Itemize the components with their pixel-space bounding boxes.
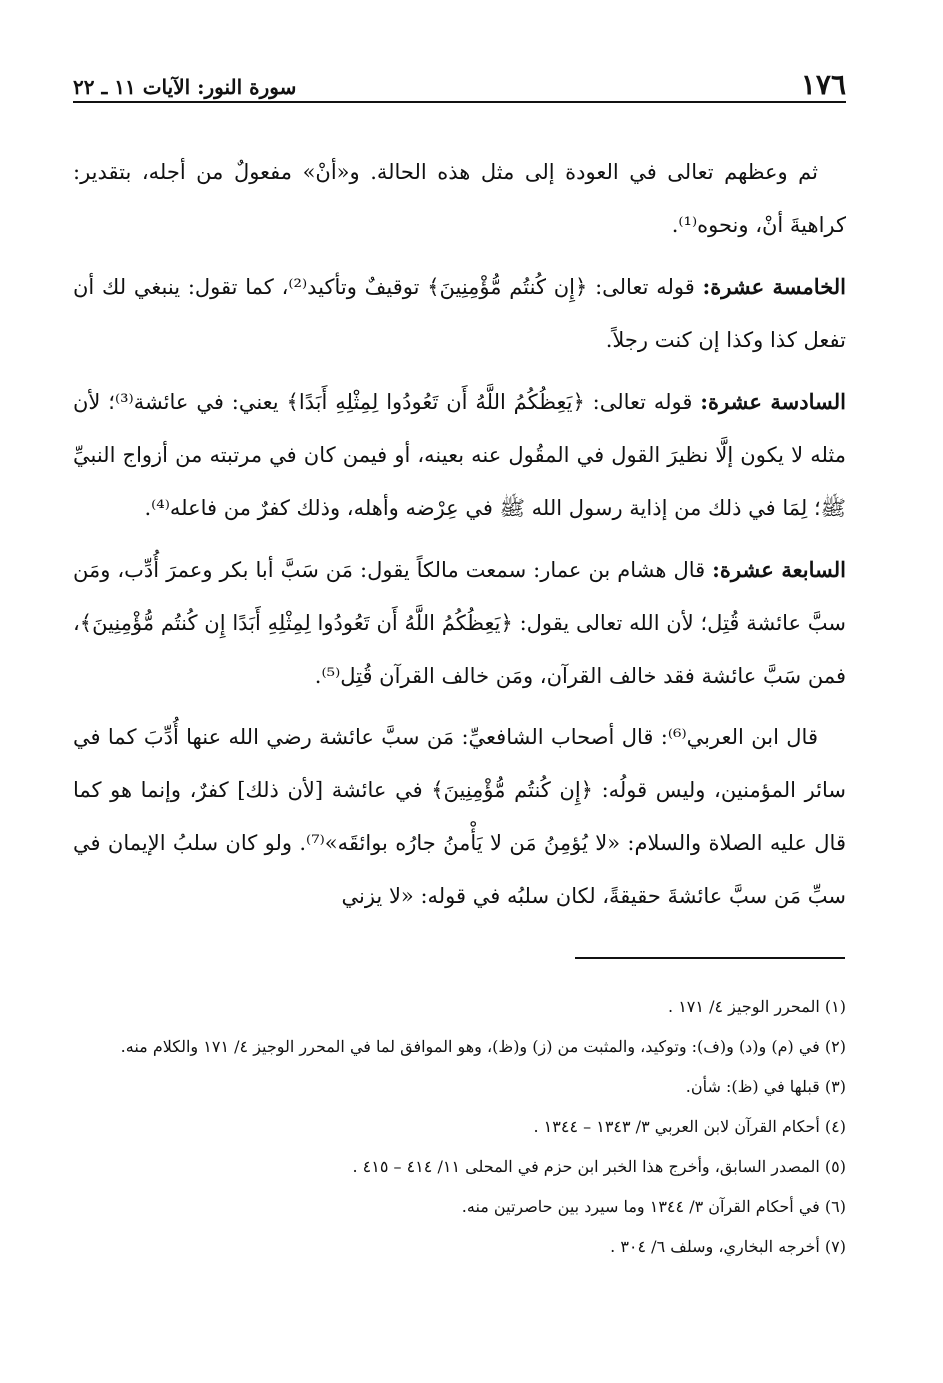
- footnote-7: (٧) أخرجه البخاري، وسلف ٦/ ٣٠٤ .: [610, 1237, 846, 1256]
- main-text: [73, 146, 846, 931]
- paragraph-1: ثم وعظهم تعالى في العودة إلى مثل هذه الحالة. و«أنْ» مفعولٌ من أجله، بتقدير: كراهيةَ أنْ، ونحوه⁽¹⁾.: [73, 160, 846, 237]
- footnote-1: (١) المحرر الوجيز ٤/ ١٧١ .: [668, 997, 846, 1016]
- paragraph-5: قال ابن العربي⁽⁶⁾: قال أصحاب الشافعيِّ: مَن سبَّ عائشة رضي الله عنها أُدِّبَ كما في سائر المؤمنين، وليس قولُه: ﴿إِن كُنتُم مُّؤْمِنِينَ﴾ في عائشة [لأن ذلك] كفرٌ، وإنما هو كما قال عليه الصلاة والسلام: «لا يُؤمِنُ مَن لا يَأْمنُ جارُه بوائقَه»⁽⁷⁾. ولو كان سلبُ الإيمان في سبِّ مَن سبَّ عائشةَ حقيقةً، لكان سلبُه في قوله: «لا يزني: [73, 725, 846, 908]
- page-header: [73, 66, 846, 100]
- page-number: ١٧٦: [800, 68, 846, 101]
- footnote-4: (٤) أحكام القرآن لابن العربي ٣/ ١٣٤٣ – ١٣٤٤ .: [533, 1117, 846, 1136]
- paragraph-4-text: قال هشام بن عمار: سمعت مالكاً يقول: مَن سَبَّ أبا بكر وعمرَ أُدِّب، ومَن سبَّ عائشة قُتِل؛ لأن الله تعالى يقول: ﴿يَعِظُكُمُ اللَّهُ أَن تَعُودُوا لِمِثْلِهِ أَبَدًا إِن كُنتُم مُّؤْمِنِينَ﴾، فمن سَبَّ عائشة فقد خالف القرآن، ومَن خالف القرآن قُتِل⁽⁵⁾.: [73, 558, 846, 688]
- running-title: سورة النور: الآيات ١١ ـ ٢٢: [73, 75, 297, 99]
- paragraph-2-text: قوله تعالى: ﴿إِن كُنتُم مُّؤْمِنِينَ﴾ توقيفٌ وتأكيد⁽²⁾، كما تقول: ينبغي لك أن تفعل كذا وكذا إن كنت رجلاً.: [73, 275, 846, 352]
- footnote-3: (٣) قبلها في (ظ): شأن.: [685, 1077, 846, 1096]
- footnote-separator: [575, 957, 845, 959]
- footnotes: [73, 990, 846, 1270]
- header-rule: [73, 101, 846, 103]
- footnote-6: (٦) في أحكام القرآن ٣/ ١٣٤٤ وما سيرد بين حاصرتين منه.: [461, 1197, 846, 1216]
- footnote-5: (٥) المصدر السابق، وأخرج هذا الخبر ابن حزم في المحلى ١١/ ٤١٤ – ٤١٥ .: [352, 1157, 846, 1176]
- paragraph-3-lead: السادسة عشرة:: [700, 389, 846, 414]
- paragraph-4-lead: السابعة عشرة:: [712, 557, 846, 582]
- paragraph-2-lead: الخامسة عشرة:: [702, 274, 846, 299]
- paragraph-4: [73, 543, 846, 703]
- paragraph-2: [73, 260, 846, 367]
- paragraph-3-text: قوله تعالى: ﴿يَعِظُكُمُ اللَّهُ أَن تَعُودُوا لِمِثْلِهِ أَبَدًا﴾ يعني: في عائشة⁽³⁾؛ لأن مثله لا يكون إلَّا نظيرَ القول في المقُول عنه بعينه، أو فيمن كان في مرتبته من أزواج النبيِّ ﷺ؛ لِمَا في ذلك من إذاية رسول الله ﷺ في عِرْضه وأهله، وذلك كفرٌ من فاعله⁽⁴⁾.: [73, 390, 846, 520]
- footnote-2: (٢) في (م) و(د) و(ف): وتوكيد، والمثبت من (ز) و(ظ)، وهو الموافق لما في المحرر الوجيز ٤/ ١٧١ والكلام منه.: [120, 1037, 846, 1056]
- paragraph-3: [73, 375, 846, 535]
